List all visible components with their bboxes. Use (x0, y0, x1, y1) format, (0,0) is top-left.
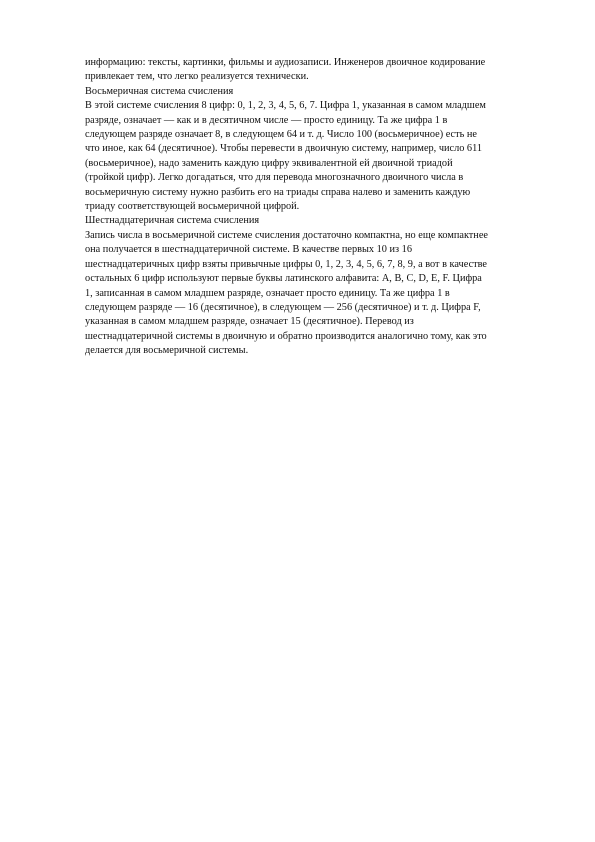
document-text (85, 56, 525, 359)
text-line: Запись числа в восьмеричной системе счисления достаточно компактна, но еще компактнее (85, 229, 488, 241)
text-line: следующем разряде — 16 (десятичное), в следующем — 256 (десятичное) и т. д. Цифра F, (85, 301, 481, 313)
text-line: следующем разряде означает 8, в следующем 64 и т. д. Число 100 (восьмеричное) есть не (85, 129, 477, 141)
text-line: восьмеричную систему нужно разбить его на триады справа налево и заменить каждую (85, 186, 471, 198)
text-line: шестнадцатеричной системы в двоичную и обратно производится аналогично тому, как это (85, 330, 487, 342)
text-line: остальных 6 цифр используют первые буквы латинского алфавита: A, B, C, D, E, F. Цифра (85, 273, 482, 285)
text-line: 1, записанная в самом младшем разряде, означает просто единицу. Та же цифра 1 в (85, 287, 450, 299)
text-line: В этой системе счисления 8 цифр: 0, 1, 2, 3, 4, 5, 6, 7. Цифра 1, указанная в самом младшем (85, 100, 486, 112)
text-line: указанная в самом младшем разряде, означает 15 (десятичное). Перевод из (85, 316, 414, 328)
text-line: что иное, как 64 (десятичное). Чтобы перевести в двоичную систему, например, число 611 (85, 143, 482, 155)
section-heading-octal: Восьмеричная система счисления (85, 85, 234, 97)
text-line: делается для восьмеричной системы. (85, 345, 249, 357)
text-line: шестнадцатеричных цифр взяты привычные цифры 0, 1, 2, 3, 4, 5, 6, 7, 8, 9, а вот в качестве (85, 258, 488, 270)
text-line: разряде, означает — как и в десятичном числе — просто единицу. Та же цифра 1 в (85, 114, 448, 126)
text-line: (тройкой цифр). Легко догадаться, что для перевода многозначного двоичного числа в (85, 172, 464, 184)
section-heading-hexadecimal: Шестнадцатеричная система счисления (85, 215, 260, 227)
text-line: (восьмеричное), надо заменить каждую цифру эквивалентной ей двоичной триадой (85, 157, 453, 169)
text-line: она получается в шестнадцатеричной системе. В качестве первых 10 из 16 (85, 244, 412, 256)
text-line: триаду соответствующей восьмеричной цифрой. (85, 201, 300, 213)
text-line: информацию: тексты, картинки, фильмы и аудиозаписи. Инженеров двоичное кодирование (85, 57, 486, 68)
text-line: привлекает тем, что легко реализуется технически. (85, 71, 309, 83)
